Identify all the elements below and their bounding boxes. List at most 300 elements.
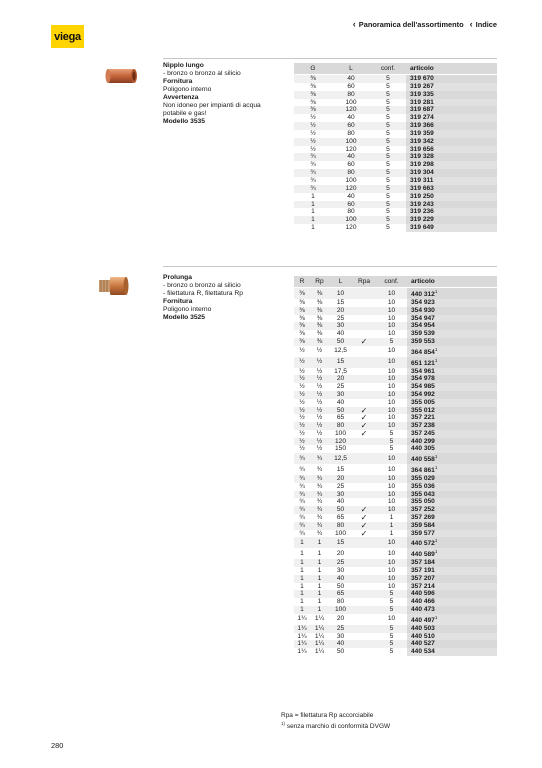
table-cell: ½ (294, 407, 310, 415)
table-row (294, 491, 497, 499)
article-number: 440 510 (407, 633, 497, 641)
article-number: 357 221 (407, 414, 497, 422)
table-cell: 5 (389, 648, 394, 656)
index-link[interactable]: ‹ Indice (470, 19, 497, 29)
table-cell: 40 (332, 75, 370, 83)
table-row (294, 598, 497, 606)
table-cell: 10 (376, 307, 407, 315)
table-cell: ¾ (294, 185, 332, 193)
table-row (294, 75, 497, 83)
table-cell: 120 (345, 145, 357, 153)
table-cell: 5 (386, 82, 390, 90)
article-number: 357 184 (407, 559, 497, 567)
article-number: 355 036 (407, 483, 497, 491)
table-cell: ⅜ (294, 288, 310, 299)
article-number: 319 298 (406, 161, 497, 169)
table-cell: ¾ (310, 522, 329, 530)
product2-material: - bronzo o bronzo al silicio (163, 282, 241, 289)
product1-description (163, 62, 281, 126)
table-cell: 15 (329, 357, 352, 368)
table-cell: 1 (317, 567, 322, 575)
extension-fitting-image (97, 276, 129, 296)
table-cell: 5 (370, 185, 406, 193)
table-cell: 1 (311, 224, 315, 232)
table-cell: ½ (294, 138, 332, 146)
table-cell: 65 (329, 590, 352, 598)
table-cell: 10 (376, 407, 407, 415)
column-header: conf. (370, 63, 406, 75)
table-row (294, 464, 497, 475)
article-number: 440 305 (407, 445, 497, 453)
table-row (294, 224, 497, 232)
table-cell (352, 475, 376, 483)
table-cell: ⅜ (310, 322, 329, 330)
table-row (294, 648, 497, 656)
product1-table (294, 63, 497, 232)
table-cell (352, 606, 376, 614)
table-cell (352, 598, 376, 606)
table-cell: 5 (370, 75, 406, 83)
article-number: 354 930 (407, 307, 497, 315)
table-cell (352, 567, 376, 575)
table-cell: 1 (389, 529, 394, 537)
table-cell: 5 (389, 598, 394, 606)
table-row (294, 153, 497, 161)
table-cell: 25 (336, 383, 345, 391)
product2-thread: - filettatura R, filettatura Rp (163, 290, 243, 297)
table-row (294, 375, 497, 383)
table-cell: ¾ (310, 491, 329, 499)
table-cell: ⅜ (299, 330, 305, 338)
table-cell: 1 (294, 201, 332, 209)
table-cell: ½ (310, 375, 329, 383)
table-row (294, 216, 497, 224)
table-cell: 10 (387, 582, 396, 590)
table-cell: ½ (316, 414, 323, 422)
table-cell: 1 (317, 582, 322, 590)
article-number: 355 005 (407, 399, 497, 407)
table-cell: ⅜ (310, 82, 316, 90)
table-cell: ¾ (299, 529, 305, 537)
table-cell (352, 583, 376, 591)
table-cell: ¾ (310, 475, 329, 483)
table-row (294, 169, 497, 177)
table-cell: ½ (294, 391, 310, 399)
table-cell: 10 (376, 375, 407, 383)
table-cell: ¾ (299, 498, 305, 506)
table-cell: ⅜ (294, 75, 332, 83)
table-cell: ⅜ (316, 298, 323, 306)
table-row (294, 91, 497, 99)
table-cell: 80 (336, 598, 345, 606)
table-cell: ½ (294, 375, 310, 383)
product2-supply-heading: Fornitura (163, 298, 193, 305)
table-cell: 25 (329, 625, 352, 633)
footnote-mark: 1 (434, 549, 438, 555)
table-cell: ½ (310, 407, 329, 415)
table-cell: 1¼ (294, 640, 310, 648)
product1-supply-text: Poligono interno (163, 86, 212, 93)
table-cell: 1¼ (310, 640, 329, 648)
table-cell: 1 (294, 590, 310, 598)
table-row (294, 506, 497, 514)
article-number: 440 473 (407, 606, 497, 614)
table-cell: 15 (336, 298, 345, 306)
table-row (294, 106, 497, 114)
footnote-mark: 1 (434, 289, 438, 294)
article-number: 319 342 (406, 138, 497, 146)
table-row (294, 475, 497, 483)
table-row (294, 315, 497, 323)
table-cell: 1¼ (314, 615, 325, 623)
table-row (294, 614, 497, 625)
table-cell (352, 391, 376, 399)
table-cell: 10 (387, 398, 396, 406)
check-icon: ✓ (352, 506, 376, 514)
article-number: 440 $497^1$ (407, 614, 497, 625)
table-cell: 40 (336, 398, 345, 406)
table-cell: 5 (370, 216, 406, 224)
table-row (294, 122, 497, 130)
table-cell: 10 (376, 453, 407, 464)
column-header: G (294, 63, 332, 75)
table-cell: 40 (332, 153, 370, 161)
table-cell: 5 (386, 98, 390, 106)
article-number: 319 311 (406, 177, 497, 185)
article-number: 319 687 (406, 106, 497, 114)
table-cell (352, 575, 376, 583)
check-icon: ✓ (352, 407, 376, 415)
column-header: articolo (406, 63, 497, 75)
table-cell: 5 (370, 106, 406, 114)
table-cell: 30 (336, 567, 345, 575)
table-cell: ½ (299, 347, 305, 355)
table-row (294, 83, 497, 91)
table-cell: 10 (387, 549, 396, 557)
article-number: 355 029 (407, 475, 497, 483)
table-cell: ¾ (294, 153, 332, 161)
table-cell: 80 (332, 169, 370, 177)
table-cell: 80 (329, 422, 352, 430)
table-cell: 120 (345, 224, 357, 232)
table-cell: 5 (386, 224, 390, 232)
table-cell: 5 (386, 176, 390, 184)
footnote-mark: 1 (434, 454, 438, 460)
table-cell: ⅜ (310, 307, 329, 315)
table-cell: ¾ (310, 506, 329, 514)
footnote-text: senza marchio di conformità DVGW (286, 723, 391, 731)
article-number: 319 250 (406, 193, 497, 201)
table-cell: 1 (294, 606, 310, 614)
article-number: 354 985 (407, 383, 497, 391)
table-cell: 65 (336, 514, 345, 522)
table-cell: 80 (332, 91, 370, 99)
table-cell: 50 (329, 338, 352, 346)
table-cell: ⅜ (310, 338, 329, 346)
article-number: 319 366 (406, 122, 497, 130)
article-number: 357 245 (407, 430, 497, 438)
table-row (294, 575, 497, 583)
table-cell: 100 (332, 138, 370, 146)
table-row (294, 193, 497, 201)
table-cell: 50 (336, 648, 345, 656)
table-row (294, 330, 497, 338)
table-cell (352, 357, 376, 368)
section-divider (163, 266, 497, 267)
table-cell (352, 633, 376, 641)
article-number: 354 954 (407, 322, 497, 330)
table-row (294, 514, 497, 522)
table-cell: ¾ (316, 514, 323, 522)
table-cell: 10 (387, 482, 396, 490)
footnote-mark: 1 (434, 346, 438, 352)
table-cell: 5 (370, 169, 406, 177)
table-cell: ½ (316, 347, 323, 355)
article-number: 319 335 (406, 91, 497, 99)
table-cell: ¾ (310, 453, 329, 464)
article-number: 364 $854^1$ (407, 346, 497, 357)
table-cell: 5 (370, 91, 406, 99)
table-cell: 5 (376, 640, 407, 648)
table-row (294, 299, 497, 307)
article-number: 354 992 (407, 391, 497, 399)
article-number: 319 229 (406, 216, 497, 224)
table-row (294, 357, 497, 368)
table-cell: ½ (299, 398, 305, 406)
table-cell: ¾ (316, 498, 323, 506)
article-number: 440 $312^1$ (407, 288, 497, 299)
table-cell: 5 (386, 208, 390, 216)
column-header: articolo (407, 276, 497, 288)
table-cell: 40 (336, 498, 345, 506)
table-cell: 60 (347, 82, 355, 90)
article-number: 359 553 (407, 338, 497, 346)
table-cell: 1 (317, 598, 322, 606)
table-cell: 40 (347, 114, 355, 122)
table-cell: ¾ (299, 482, 305, 490)
table-cell: 10 (376, 559, 407, 567)
table-row (294, 606, 497, 614)
table-cell: 1¼ (314, 648, 325, 656)
table-cell (352, 315, 376, 323)
table-cell: 5 (376, 338, 407, 346)
table-row (294, 407, 497, 415)
article-number: 359 577 (407, 530, 497, 538)
table-cell: ⅜ (310, 288, 329, 299)
table-cell (352, 322, 376, 330)
table-cell: 12,5 (329, 453, 352, 464)
article-number: 651 $121^1$ (407, 357, 497, 368)
column-header: conf. (376, 276, 407, 288)
table-cell: 10 (376, 506, 407, 514)
article-number: 319 304 (406, 169, 497, 177)
table-cell: ¾ (294, 522, 310, 530)
article-number: 319 236 (406, 208, 497, 216)
table-cell: 10 (387, 615, 396, 623)
rpa-footnote: Rpa = filettatura Rp accorciabile (281, 712, 374, 719)
table-cell: ½ (294, 357, 310, 368)
article-number: 440 $558^1$ (407, 453, 497, 464)
table-cell: 5 (386, 161, 390, 169)
table-cell: 1¼ (297, 648, 307, 656)
table-cell: ⅜ (316, 330, 323, 338)
product2-title: Prolunga (163, 274, 192, 281)
column-header: L (329, 276, 352, 288)
table-row (294, 138, 497, 146)
article-number: 440 503 (407, 625, 497, 633)
table-cell: ½ (310, 438, 329, 446)
table-row (294, 583, 497, 591)
article-number: 319 243 (406, 201, 497, 209)
table-row (294, 498, 497, 506)
table-cell: ⅜ (294, 307, 310, 315)
table-row (294, 445, 497, 453)
table-row (294, 201, 497, 209)
table-row (294, 114, 497, 122)
table-row (294, 322, 497, 330)
article-number: 357 207 (407, 575, 497, 583)
table-cell: ½ (310, 114, 316, 122)
table-cell: 10 (376, 322, 407, 330)
product1-model: Modello 3535 (163, 118, 205, 125)
footnote-mark: 1 (434, 538, 438, 544)
product1-supply-heading: Fornitura (163, 78, 193, 85)
table-cell: ½ (316, 445, 323, 453)
table-cell: ½ (310, 391, 329, 399)
table-cell: ¾ (299, 465, 305, 473)
table-cell: ⅜ (294, 91, 332, 99)
table-cell: 10 (387, 383, 396, 391)
table-cell: 1¼ (310, 625, 329, 633)
column-header: L (332, 63, 370, 75)
table-cell: 1 (310, 559, 329, 567)
table-cell: 5 (386, 145, 390, 153)
article-number: 359 539 (407, 330, 497, 338)
table-cell: ½ (299, 414, 305, 422)
table-cell: 60 (332, 122, 370, 130)
table-row (294, 146, 497, 154)
article-number: 319 359 (406, 130, 497, 138)
table-cell: 1 (294, 559, 310, 567)
table-cell: 5 (370, 122, 406, 130)
table-cell: ¾ (294, 453, 310, 464)
table-cell: 5 (389, 445, 394, 453)
table-cell: 20 (329, 475, 352, 483)
table-cell: 5 (386, 129, 390, 137)
table-cell (352, 438, 376, 446)
table-cell: 10 (387, 498, 396, 506)
table-cell: ⅜ (294, 322, 310, 330)
table-cell: 5 (386, 192, 390, 200)
table-cell: ¾ (299, 514, 305, 522)
product2-table (294, 276, 497, 656)
table-cell: 10 (376, 575, 407, 583)
table-cell: 120 (332, 185, 370, 193)
table-cell: ½ (299, 429, 305, 437)
table-cell: 15 (329, 537, 352, 548)
table-cell: 1 (376, 522, 407, 530)
table-cell: ⅜ (299, 298, 305, 306)
table-row (294, 559, 497, 567)
article-number: 319 281 (406, 99, 497, 107)
table-cell: ½ (310, 129, 316, 137)
table-cell: ⅜ (316, 314, 323, 322)
table-cell: ¾ (294, 475, 310, 483)
check-icon: ✓ (352, 422, 376, 430)
table-cell: 15 (336, 465, 345, 473)
table-cell: 5 (376, 438, 407, 446)
table-cell: 100 (334, 529, 346, 537)
table-cell: 10 (387, 347, 396, 355)
table-cell: ½ (310, 145, 316, 153)
table-row (294, 530, 497, 538)
table-cell (352, 368, 376, 376)
table-cell: 30 (329, 491, 352, 499)
article-number: 319 267 (406, 83, 497, 91)
table-row (294, 99, 497, 107)
table-cell: ⅜ (294, 106, 332, 114)
table-cell: 65 (336, 414, 345, 422)
table-cell: 1 (317, 549, 322, 557)
table-cell (352, 648, 376, 656)
table-row (294, 567, 497, 575)
article-number: 359 584 (407, 522, 497, 530)
table-cell: 10 (387, 330, 396, 338)
product1-material: - bronzo o bronzo al silicio (163, 70, 241, 77)
table-cell: 10 (376, 288, 407, 299)
table-row (294, 338, 497, 346)
table-cell: 1 (294, 575, 310, 583)
table-cell: ½ (316, 383, 323, 391)
table-row (294, 368, 497, 376)
table-row (294, 177, 497, 185)
table-cell: ½ (294, 422, 310, 430)
table-cell: ½ (299, 367, 305, 375)
article-number: 440 527 (407, 640, 497, 648)
table-cell: 1 (300, 567, 304, 575)
table-cell (352, 491, 376, 499)
table-cell: 80 (347, 208, 355, 216)
table-cell: 50 (329, 407, 352, 415)
table-cell (352, 537, 376, 548)
table-cell: ¾ (316, 465, 323, 473)
table-cell: 120 (332, 106, 370, 114)
table-row (294, 625, 497, 633)
table-cell: 5 (389, 429, 394, 437)
article-number: 355 043 (407, 491, 497, 499)
table-cell: 20 (329, 307, 352, 315)
footnote-mark: 1 (434, 357, 438, 363)
overview-link[interactable]: ‹ Panoramica dell'assortimento (353, 19, 464, 29)
table-cell: 150 (334, 445, 346, 453)
product1-title: Nipplo lungo (163, 62, 204, 69)
table-cell: ½ (316, 367, 323, 375)
article-number: 364 $861^1$ (407, 464, 497, 475)
table-cell: 80 (347, 129, 355, 137)
article-number: 354 961 (407, 368, 497, 376)
table-cell: 10 (376, 357, 407, 368)
column-header: Rp (310, 276, 329, 288)
table-row (294, 548, 497, 559)
product1-warning-text: Non idoneo per impianti di acqua potabile e gas! (163, 102, 261, 117)
viega-logo: viega (51, 25, 84, 48)
table-cell (352, 346, 376, 357)
table-cell: 1 (310, 590, 329, 598)
table-row (294, 453, 497, 464)
table-cell: 25 (336, 314, 345, 322)
table-row (294, 430, 497, 438)
table-cell: 25 (336, 482, 345, 490)
